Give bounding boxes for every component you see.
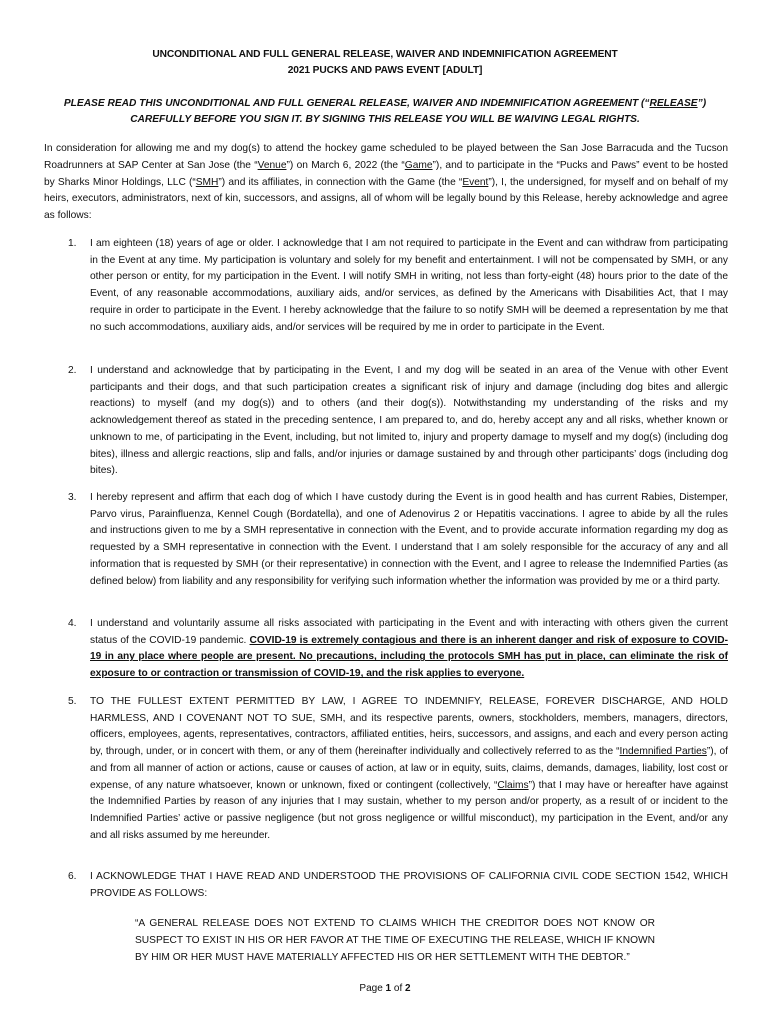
smh-term: SMH	[195, 176, 219, 188]
item-text: I ACKNOWLEDGE THAT I HAVE READ AND UNDERSTOOD THE PROVISIONS OF CALIFORNIA CIVIL CODE SECTION 1542, WHICH PROVIDE AS FOLLOWS:	[90, 871, 728, 899]
item-text: I hereby represent and affirm that each dog of which I have custody during the Event is in good health and has current Rabies, Distemper, Parvo virus, Parainfluenza, Kennel Cough (Bordatella), and one of Adenovirus 2 or Hepatitis vaccinations. I agree to abide by all the rules and instructions given to me by a SMH representative in connection with the Event, and to provide accurate information regarding my dog as requested by a SMH representative in connection with the Event. I understand that I am solely responsible for the accuracy of any and all information that is requested by SMH (or their representative) in connection with the Event, and I agree to release the Indemnified Parties (as defined below) from liability and any responsibility for verifying such information whether the information was provided by me or a third party.	[90, 492, 728, 587]
civil-code-quote: “A GENERAL RELEASE DOES NOT EXTEND TO CLAIMS WHICH THE CREDITOR DOES NOT KNOW OR SUSPECT TO EXIST IN HIS OR HER FAVOR AT THE TIME OF EXECUTING THE RELEASE, WHICH IF KNOWN BY HIM OR HER MUST HAVE MATERIALLY AFFECTED HIS OR HER SETTLEMENT WITH THE DEBTOR.”	[135, 918, 655, 963]
document-subtitle: 2021 PUCKS AND PAWS EVENT [ADULT]	[287, 65, 483, 76]
release-warning: PLEASE READ THIS UNCONDITIONAL AND FULL GENERAL RELEASE, WAIVER AND INDEMNIFICATION AGREEMENT (“RELEASE”) CAREFULLY BEFORE YOU SIGN IT. BY SIGNING THIS RELEASE YOU WILL BE WAIVING LEGAL RIGHTS.	[63, 98, 707, 125]
intro-paragraph: In consideration for allowing me and my dog(s) to attend the hockey game scheduled to be played between the San Jose Barracuda and the Tucson Roadrunners at SAP Center at San Jose (the “Venue”) on March 6, 2022 (the “Game”), and to participate in the “Pucks and Paws” event to be hosted by Sharks Minor Holdings, LLC (“SMH”) and its affiliates, in connection with the Game (the “Event”), I, the undersigned, for myself and on behalf of my heirs, executors, administrators, next of kin, successors, and assigns, all of whom will be legally bound by this Release, hereby acknowledge and agree as follows:	[44, 143, 728, 222]
item-text: TO THE FULLEST EXTENT PERMITTED BY LAW, I AGREE TO INDEMNIFY, RELEASE, FOREVER DISCHARGE, AND HOLD HARMLESS, AND I COVENANT NOT TO SUE, SMH, and its respective parents, owners, stockholders, members, managers, directors, officers, employees, agents, representatives, contractors, affiliated entities, heirs, successors, and assigns, and each and every person acting by, through, under, or in concert with them, or any of them (hereinafter individually and collectively referred to as the “Indemnified Parties”), of and from all manner of action or actions, cause or causes of action, at law or in equity, suits, claims, demands, damages, liability, lost cost or expense, of any nature whatsoever, known or unknown, fixed or contingent (collectively, “Claims”) that I may have or hereafter have against the Indemnified Parties by reason of any injuries that I may sustain, whether to my person and/or property, as a result of or incident to the Indemnified Parties’ active or passive negligence (but not gross negligence or willful misconduct), my participation in the Event, and/or any and all risks assumed by me hereunder.	[90, 696, 728, 841]
release-term: RELEASE	[649, 98, 698, 109]
item-number: 1.	[68, 238, 77, 249]
item-text: I understand and voluntarily assume all risks associated with participating in the Event and with interacting with others given the current status of the COVID-19 pandemic. COVID-19 is extremely contagious and there is an inherent danger and risk of exposure to COVID-19 in any place where people are present. No precautions, including the protocols SMH has put in place, can eliminate the risk of exposure to or contraction or transmission of COVID-19, and the risk applies to everyone.	[90, 618, 728, 680]
item-number: 2.	[68, 365, 77, 376]
item-text: I understand and acknowledge that by participating in the Event, I and my dog will be seated in an area of the Venue with other Event participants and their dogs, and that such participation creates a significant risk of injury and damage (including dog bites and allergic reactions) to myself (and my dog(s)) and to others (and their dog(s)). Notwithstanding my understanding of the risks and my acknowledgement thereof as stated in the preceding sentence, I am prepared to, and do, hereby accept any and all risks, whether known or unknown to me, of participating in the Event, including, but not limited to, injury and property damage to myself and my dog(s) (including dog bites), illness and allergic reactions, slip and falls, and/or injuries or damage sustained by and through other participants’ dogs (including dog bites).	[90, 365, 728, 477]
covid-warning: COVID-19 is extremely contagious and there is an inherent danger and risk of exposure to COVID-19 in any place where people are present. No precautions, including the protocols SMH has put in place, can eliminate the risk of exposure to or contraction or transmission of COVID-19, and the risk applies to everyone.	[90, 634, 728, 680]
item-text: I am eighteen (18) years of age or older. I acknowledge that I am not required to participate in the Event and can withdraw from participating in the Event at any time. My participation is voluntary and solely for my benefit and entertainment. I will not be compensated by SMH, or any other person or entity, for my participation in the Event. I will notify SMH in writing, not less than forty-eight (48) hours prior to the date of the Event, of any reasonable accommodations, auxiliary aids, and/or services, as defined by the Americans with Disabilities Act, that I may require in order to participate in the Event. I hereby acknowledge that the failure to so notify SMH will be deemed a representation by me that no such accommodations, auxiliary aids, and/or services will be required by me in order to participate in the Event.	[90, 238, 728, 333]
item-number: 6.	[68, 871, 77, 882]
item-number: 5.	[68, 696, 77, 707]
page-footer: Page 1 of 2	[359, 983, 411, 994]
indemnified-parties-term: Indemnified Parties	[619, 746, 707, 758]
item-number: 4.	[68, 618, 77, 629]
venue-term: Venue	[257, 159, 287, 171]
item-number: 3.	[68, 492, 77, 503]
document-title: UNCONDITIONAL AND FULL GENERAL RELEASE, WAIVER AND INDEMNIFICATION AGREEMENT	[152, 49, 618, 60]
game-term: Game	[404, 159, 433, 171]
event-term: Event	[462, 176, 489, 188]
claims-term: Claims	[497, 779, 529, 791]
